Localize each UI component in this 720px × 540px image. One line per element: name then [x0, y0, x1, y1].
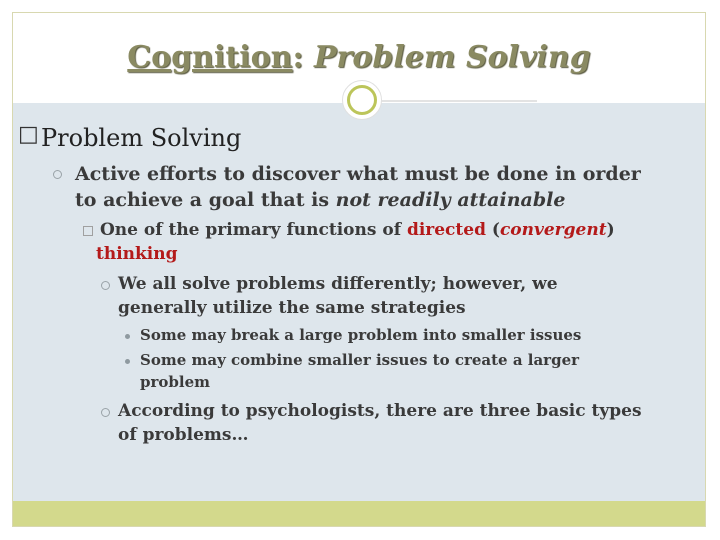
point1-line1: Active efforts to discover what must be done in order — [75, 163, 641, 185]
title-colon: : — [292, 40, 304, 75]
sub2-line1: Some may combine smaller issues to create a larger — [140, 351, 580, 369]
circle-bullet-icon — [101, 281, 110, 290]
title-part1: Cognition — [127, 40, 293, 75]
ring-ornament-icon — [342, 80, 382, 120]
sub1-line: Some may break a large problem into smaller issues — [140, 326, 582, 344]
square-bullet-icon: □ — [18, 122, 39, 147]
slide-title — [13, 40, 705, 75]
section-heading: Problem Solving — [41, 124, 242, 152]
point3-line1: We all solve problems differently; however, we — [118, 274, 558, 294]
point2-line2: thinking — [96, 244, 178, 264]
point4-line1: According to psychologists, there are three basic types — [118, 401, 642, 421]
circle-bullet-icon — [101, 408, 110, 417]
point1-line2: to achieve a goal that is not readily attainable — [75, 189, 566, 211]
circle-bullet-icon — [53, 170, 62, 179]
dot-bullet-icon — [125, 359, 130, 364]
slide — [12, 12, 706, 527]
point2-line1: One of the primary functions of directed (convergent) — [100, 220, 615, 240]
footer-bar — [13, 501, 705, 526]
point4-line2: of problems… — [118, 425, 249, 445]
point3-line2: generally utilize the same strategies — [118, 298, 466, 318]
sub2-line2: problem — [140, 373, 210, 391]
square-bullet-icon — [83, 226, 93, 236]
dot-bullet-icon — [125, 334, 130, 339]
title-part2: Problem Solving — [313, 40, 591, 75]
